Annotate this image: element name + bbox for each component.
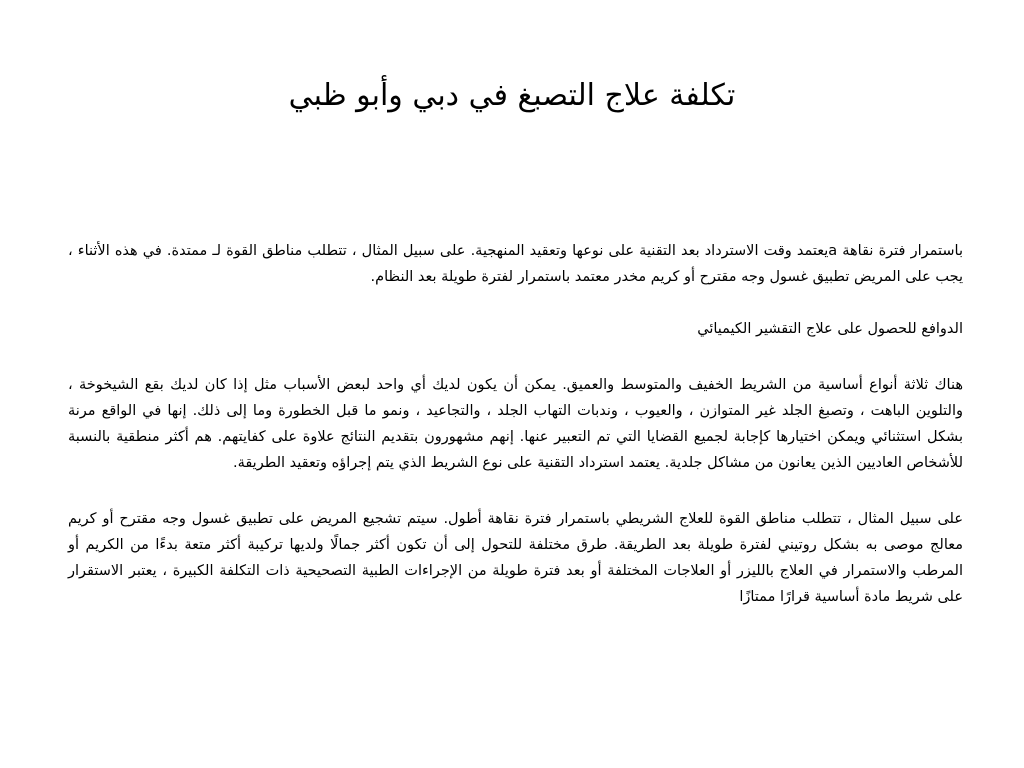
- slide-body: [68, 238, 963, 610]
- paragraph-subheading: الدوافع للحصول على علاج التقشير الكيميائي: [697, 321, 963, 337]
- paragraph-peel-types: هناك ثلاثة أنواع أساسية من الشريط الخفيف والمتوسط والعميق. يمكن أن يكون لديك أي واحد لبعض الأسباب مثل إذا كان لديك بقع الشيخوخة ، والتلوين الباهت ، وتصبغ الجلد غير المتوازن ، والعيوب ، وندبات التهاب الجلد ، والتجاعيد ، ونمو ما قبل الخطورة وما إلى ذلك. إنها في الواقع مرنة بشكل استثنائي ويمكن اختيارها كإجابة لجميع القضايا التي تم التعبير عنها. إنهم مشهورون بتقديم النتائج علاوة على كفايتهم. هم أكثر منطقية بالنسبة للأشخاص العاديين الذين يعانون من مشاكل جلدية. يعتمد استرداد التقنية على نوع الشريط الذي يتم إجراؤه وتعقيد الطريقة.: [68, 377, 963, 471]
- page-title: تكلفة علاج التصبغ في دبي وأبو ظبي: [288, 78, 736, 113]
- paragraph-recovery: باستمرار فترة نقاهة aيعتمد وقت الاسترداد بعد التقنية على نوعها وتعقيد المنهجية. على سبيل المثال ، تتطلب مناطق القوة لـ ممتدة. في هذه الأثناء ، يجب على المريض تطبيق غسول وجه مقترح أو كريم مخدر معتمد باستمرار لفترة طويلة بعد النظام.: [68, 243, 963, 285]
- paragraph-example: على سبيل المثال ، تتطلب مناطق القوة للعلاج الشريطي باستمرار فترة نقاهة أطول. سيتم تشجيع المريض على تطبيق غسول وجه مقترح أو كريم معالج موصى به بشكل روتيني لفترة طويلة بعد الطريقة. طرق مختلفة للتحول إلى أن تكون أكثر جمالًا ولديها تركيبة أكثر متعة بدءًا من الكريم أو المرطب والاستمرار في العلاج بالليزر أو العلاجات المختلفة أو بعد فترة طويلة من الإجراءات الطبية التصحيحية ذات التكلفة الكبيرة ، يعتبر الاستقرار على شريط مادة أساسية قرارًا ممتازًا: [68, 511, 963, 605]
